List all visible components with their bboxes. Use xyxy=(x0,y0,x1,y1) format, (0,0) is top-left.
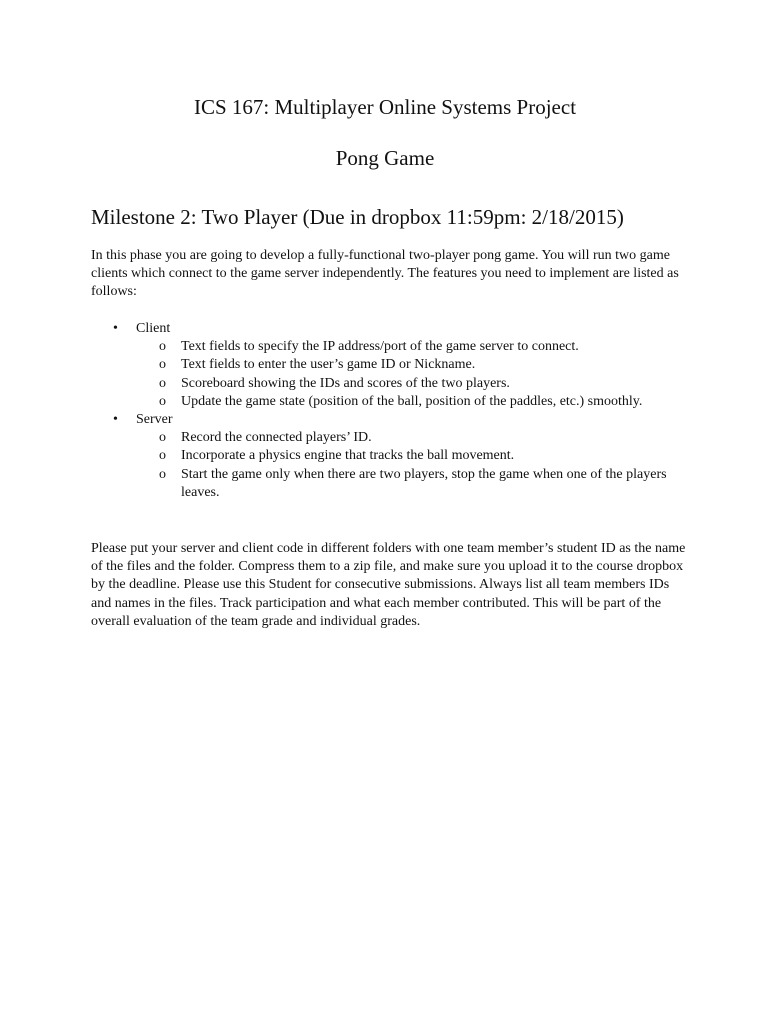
sub-bullet-icon: o xyxy=(159,393,166,409)
sub-bullet-icon: o xyxy=(159,430,166,446)
list-item-text: Incorporate a physics engine that tracks the ball movement. xyxy=(181,448,515,464)
section-server xyxy=(91,411,691,502)
sub-bullet-icon: o xyxy=(159,339,166,355)
list-item-text: Text fields to enter the user’s game ID or Nickname. xyxy=(181,357,476,373)
sub-bullet-icon: o xyxy=(159,357,166,373)
list-item xyxy=(136,375,691,393)
list-item-text: Scoreboard showing the IDs and scores of the two players. xyxy=(181,375,510,391)
sub-bullet-icon: o xyxy=(159,375,166,391)
client-sublist xyxy=(136,338,691,411)
list-item-text: Update the game state (position of the ball, position of the paddles, etc.) smoothly. xyxy=(181,393,643,409)
bullet-icon: • xyxy=(113,412,118,428)
sub-bullet-icon: o xyxy=(159,466,166,482)
list-item xyxy=(136,356,691,374)
feature-list xyxy=(91,320,691,502)
list-item-text: Text fields to specify the IP address/port of the game server to connect. xyxy=(181,339,579,355)
bullet-icon: • xyxy=(113,321,118,336)
list-item-text: Start the game only when there are two players, stop the game when one of the players leaves. xyxy=(181,466,667,500)
closing-paragraph: Please put your server and client code in different folders with one team member’s student ID as the name of the files and the folder. Compress them to a zip file, and make sure you upload it to the course dropbox by the deadline. Please use this Student for consecutive submissions. Always list all team members IDs and names in the files. Track participation and what each member contributed. This will be part of the overall evaluation of the team grade and individual grades. xyxy=(91,541,686,629)
list-item xyxy=(136,393,691,411)
section-label: Client xyxy=(136,321,171,336)
list-item xyxy=(136,447,691,465)
section-client xyxy=(91,320,691,411)
document-subtitle: Pong Game xyxy=(335,146,435,170)
intro-paragraph: In this phase you are going to develop a fully-functional two-player pong game. You will run two game clients which connect to the game server independently. The features you need to implement are listed as follows: xyxy=(91,248,679,300)
document-title: ICS 167: Multiplayer Online Systems Project xyxy=(193,95,577,119)
list-item xyxy=(136,466,691,502)
list-item xyxy=(136,429,691,447)
sub-bullet-icon: o xyxy=(159,448,166,464)
list-item-text: Record the connected players’ ID. xyxy=(181,430,372,446)
section-label: Server xyxy=(136,412,173,428)
server-sublist xyxy=(136,429,691,502)
list-item xyxy=(136,338,691,356)
milestone-heading: Milestone 2: Two Player (Due in dropbox 11:59pm: 2/18/2015) xyxy=(91,205,624,229)
